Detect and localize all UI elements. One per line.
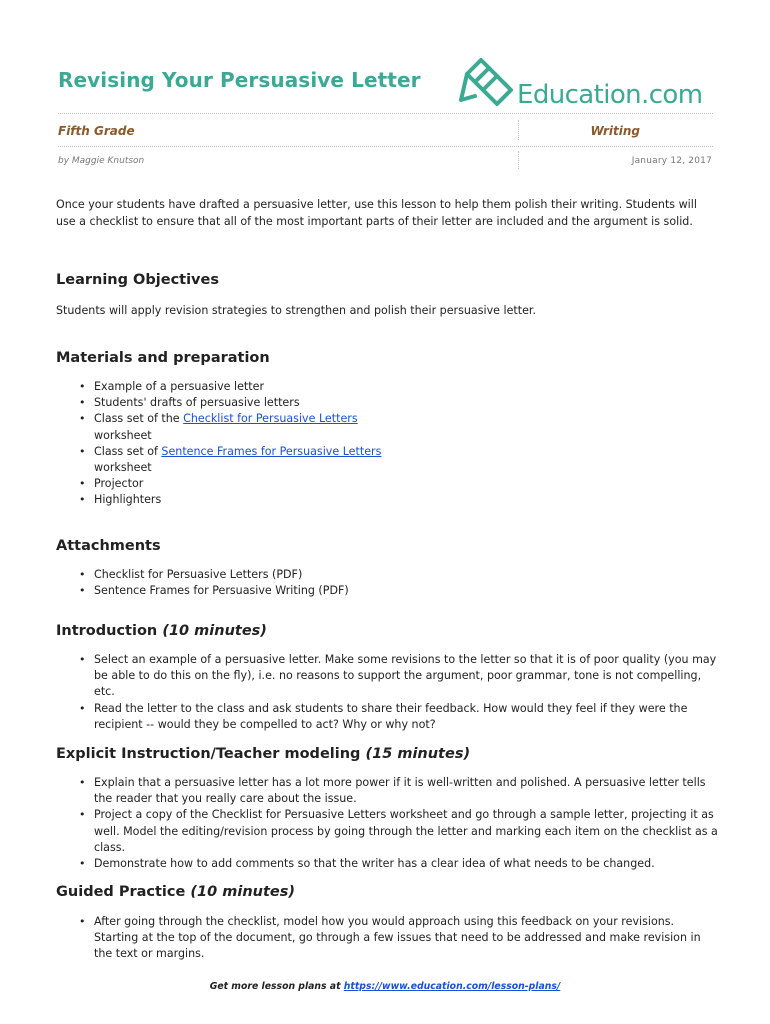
list-item: • Select an example of a persuasive letter. Make some revisions to the letter so that it is of poor quality (you may be able to do this on the fly), i.e. no reasons to support the argument, poor grammar, tone is not compelling, etc. <box>56 652 718 701</box>
list-item: • Read the letter to the class and ask students to share their feedback. How would they feel if they were the recipient -- would they be compelled to act? Why or why not? <box>56 701 718 733</box>
list-item: • Class set of Sentence Frames for Persuasive Letters worksheet <box>56 444 396 476</box>
subject-label: Writing <box>590 124 640 138</box>
checklist-worksheet-link[interactable]: Checklist for Persuasive Letters <box>183 412 358 426</box>
guided-practice-duration: (10 minutes) <box>190 884 295 900</box>
attachments-list <box>56 567 718 599</box>
education-com-logo[interactable] <box>457 56 715 114</box>
explicit-instruction-list <box>56 775 718 872</box>
list-item: • Demonstrate how to add comments so that the writer has a clear idea of what needs to be changed. <box>56 856 718 872</box>
explicit-instruction-heading: Explicit Instruction/Teacher modeling (15 minutes) <box>56 746 471 762</box>
learning-objectives-heading: Learning Objectives <box>56 272 219 288</box>
guided-practice-list <box>56 914 718 963</box>
explicit-instruction-duration: (15 minutes) <box>365 746 471 762</box>
materials-list <box>56 379 396 509</box>
list-item: • Class set of the Checklist for Persuasive Letters worksheet <box>56 411 396 443</box>
guided-practice-heading: Guided Practice (10 minutes) <box>56 884 295 900</box>
page-footer: Get more lesson plans at https://www.education.com/lesson-plans/ <box>209 981 561 992</box>
introduction-duration: (10 minutes) <box>162 623 267 639</box>
list-item: • Highlighters <box>56 492 396 508</box>
header-vertical-divider <box>518 120 519 140</box>
list-item: • Example of a persuasive letter <box>56 379 396 395</box>
list-item: • After going through the checklist, model how you would approach using this feedback on your revisions. Starting at the top of the document, go through a few issues that need to be addressed and make revision in the text or margins. <box>56 914 718 963</box>
attachments-heading: Attachments <box>56 538 161 554</box>
list-item: • Students' drafts of persuasive letters <box>56 395 396 411</box>
sentence-frames-worksheet-link[interactable]: Sentence Frames for Persuasive Letters <box>161 444 382 458</box>
materials-heading: Materials and preparation <box>56 350 270 366</box>
publish-date: January 12, 2017 <box>631 156 712 166</box>
meta-vertical-divider <box>518 151 519 169</box>
page-title: Revising Your Persuasive Letter <box>58 68 421 92</box>
list-item: • Explain that a persuasive letter has a lot more power if it is well-written and polished. A persuasive letter tells the reader that you really care about the issue. <box>56 775 718 807</box>
list-item: • Project a copy of the Checklist for Persuasive Letters worksheet and go through a sample letter, projecting it as well. Model the editing/revision process by going through the letter and marking each item on the checklist as a class. <box>56 807 718 856</box>
intro-paragraph: Once your students have drafted a persuasive letter, use this lesson to help them polish their writing. Students will use a checklist to ensure that all of the most important parts of their letter are included and the argument is solid. <box>56 198 697 228</box>
pencil-logo-icon <box>457 56 519 114</box>
logo-text: Education.com <box>517 80 703 110</box>
attachment-item[interactable]: • Sentence Frames for Persuasive Writing (PDF) <box>56 583 718 599</box>
lesson-content <box>56 197 718 961</box>
introduction-list <box>56 652 718 733</box>
attachment-item[interactable]: • Checklist for Persuasive Letters (PDF) <box>56 567 718 583</box>
introduction-heading: Introduction (10 minutes) <box>56 623 267 639</box>
meta-divider <box>58 146 713 147</box>
author-byline: by Maggie Knutson <box>58 156 145 166</box>
list-item: • Projector <box>56 476 396 492</box>
grade-level: Fifth Grade <box>58 124 135 138</box>
header-divider <box>58 113 713 114</box>
learning-objectives-text: Students will apply revision strategies to strengthen and polish their persuasive letter. <box>56 304 536 317</box>
lesson-plans-link[interactable]: https://www.education.com/lesson-plans/ <box>343 981 561 992</box>
